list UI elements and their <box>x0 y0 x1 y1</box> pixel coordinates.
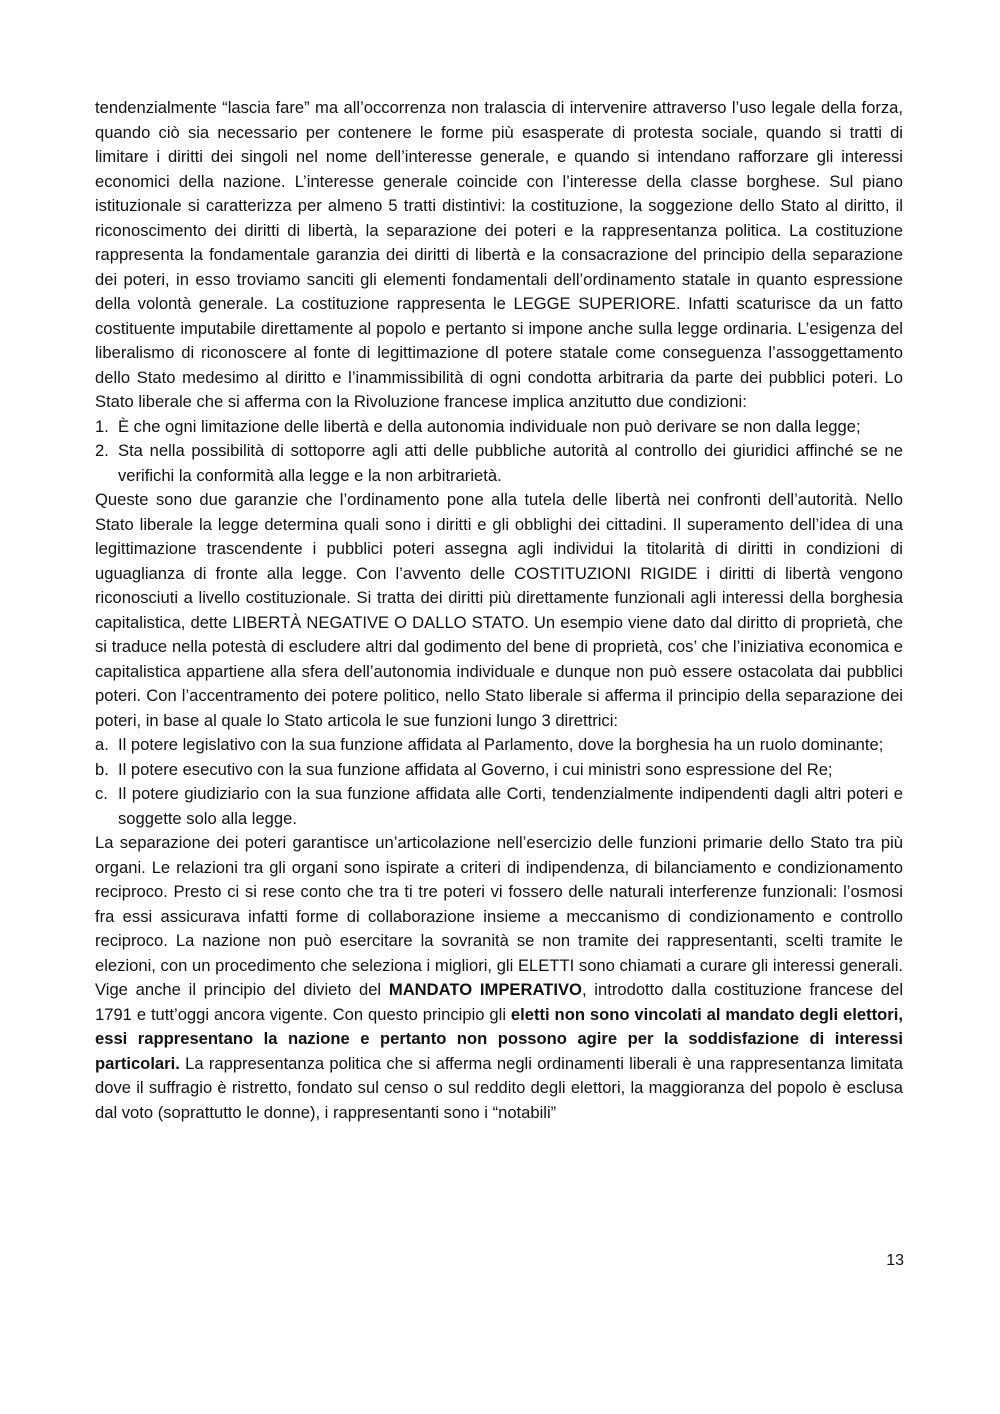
powers-list <box>95 733 903 831</box>
list-item-text: È che ogni limitazione delle libertà e della autonomia individuale non può derivare se non dalla legge; <box>118 416 861 436</box>
list-item-text: Sta nella possibilità di sottoporre agli atti delle pubbliche autorità al controllo dei giuridici affinché se ne verifichi la conformità alla legge e la non arbitrarietà. <box>118 441 903 485</box>
mandato-imperativo-bold: MANDATO IMPERATIVO <box>388 980 582 999</box>
page-body <box>95 96 903 1125</box>
list-item <box>95 733 903 758</box>
list-item-text: Il potere esecutivo con la sua funzione affidata al Governo, i cui ministri sono espressione del Re; <box>118 759 833 779</box>
page-number: 13 <box>886 1252 904 1269</box>
list-item <box>95 758 903 783</box>
eletti-bold-statement: eletti non sono vincolati al mandato degli elettori, essi rappresentano la nazione e pertanto non possono agire per la soddisfazione di interessi particolari. <box>95 1004 903 1073</box>
list-marker: b. <box>95 759 109 779</box>
separation-text-3: La rappresentanza politica che si afferma negli ordinamenti liberali è una rappresentanza limitata dove il suffragio è ristretto, fondato sul censo o sul reddito degli elettori, la maggioranza del popolo è esclusa dal voto (soprattutto le donne), i rappresentanti sono i “notabili” <box>95 1053 903 1122</box>
conditions-list <box>95 415 903 489</box>
list-marker: a. <box>95 735 109 754</box>
separation-text-1: La separazione dei poteri garantisce un’articolazione nell’esercizio delle funzioni primarie dello Stato tra più organi. Le relazioni tra gli organi sono ispirate a criteri di indipendenza, di bilanciamento e condizionamento reciproco. Presto ci si rese conto che tra ti tre poteri vi fossero delle naturali interferenze funzionali: l’osmosi fra essi assicurava infatti forme di collaborazione insieme a meccanismo di condizionamento e controllo reciproco. La nazione non può esercitare la sovranità se non tramite dei rappresentanti, scelti tramite le elezioni, con un procedimento che seleziona i migliori, gli ELETTI sono chiamati a curare gli interessi generali. Vige anche il principio del divieto del <box>95 833 903 999</box>
separation-text-2: , introdotto dalla costituzione francese del 1791 e tutt’oggi ancora vigente. Con questo principio gli <box>95 980 904 1024</box>
list-marker: 2. <box>95 441 109 460</box>
list-item <box>95 439 903 488</box>
list-marker: 1. <box>95 416 109 436</box>
list-item <box>95 782 903 831</box>
list-marker: c. <box>95 784 108 803</box>
intro-paragraph: tendenzialmente “lascia fare” ma all’occorrenza non tralascia di intervenire attraverso l’uso legale della forza, quando ciò sia necessario per contenere le forme più esasperate di protesta sociale, quando si tratti di limitare i diritti dei singoli nel nome dell’interesse generale, e quando si intendano rafforzare gli interessi economici della nazione. L’interesse generale coincide con l’interesse della classe borghese. Sul piano istituzionale si caratterizza per almeno 5 tratti distintivi: la costituzione, la soggezione dello Stato al diritto, il riconoscimento dei diritti di libertà, la separazione dei poteri e la rappresentanza politica. La costituzione rappresenta la fondamentale garanzia dei diritti di libertà e la consacrazione del principio della separazione dei poteri, in esso troviamo sanciti gli elementi fondamentali dell’ordinamento statale in quanto espressione della volontà generale. La costituzione rappresenta le LEGGE SUPERIORE. Infatti scaturisce da un fatto costituente imputabile direttamente al popolo e pertanto si impone anche sulla legge ordinaria. L’esigenza del liberalismo di riconoscere al fonte di legittimazione dl potere statale come conseguenza l’assoggettamento dello Stato medesimo al diritto e l’inammissibilità di ogni condotta arbitraria da parte dei pubblici poteri. Lo Stato liberale che si afferma con la Rivoluzione francese implica anzitutto due condizioni: <box>95 98 903 411</box>
list-item-text: Il potere legislativo con la sua funzione affidata al Parlamento, dove la borghesia ha un ruolo dominante; <box>118 735 884 754</box>
list-item <box>95 415 903 440</box>
list-item-text: Il potere giudiziario con la sua funzione affidata alle Corti, tendenzialmente indipendenti dagli altri poteri e soggette solo alla legge. <box>118 784 903 828</box>
separation-paragraph <box>95 831 903 1125</box>
guarantees-paragraph: Queste sono due garanzie che l’ordinamento pone alla tutela delle libertà nei confronti dell’autorità. Nello Stato liberale la legge determina quali sono i diritti e gli obblighi dei cittadini. Il superamento dell’idea di una legittimazione trascendente i pubblici poteri assegna agli individui la titolarità di diritti in condizioni di uguaglianza di fronte alla legge. Con l’avvento delle COSTITUZIONI RIGIDE i diritti di libertà vengono riconosciuti a livello costituzionale. Si tratta dei diritti più direttamente funzionali agli interessi della borghesia capitalistica, dette LIBERTÀ NEGATIVE O DALLO STATO. Un esempio viene dato dal diritto di proprietà, che si traduce nella potestà di escludere altri dal godimento del bene di proprietà, cos’ che l’iniziativa economica e capitalistica appartiene alla sfera dell’autonomia individuale e dunque non può essere ostacolata dai pubblici poteri. Con l’accentramento dei potere politico, nello Stato liberale si afferma il principio della separazione dei poteri, in base al quale lo Stato articola le sue funzioni lungo 3 direttrici: <box>95 490 903 730</box>
